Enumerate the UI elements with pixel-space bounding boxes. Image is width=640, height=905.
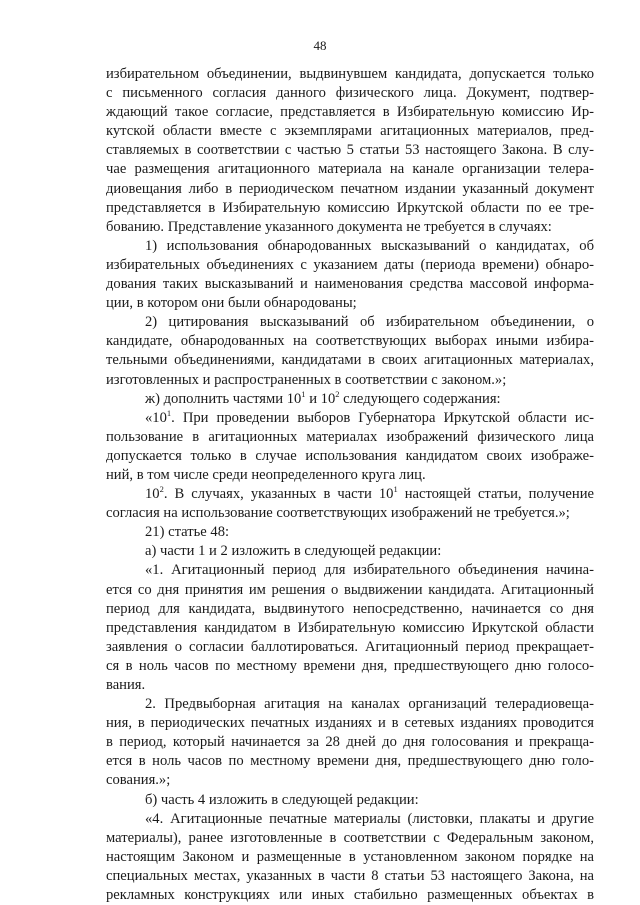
text-line: представляется в Избирательную комиссию Иркутской области по ее тре-: [106, 199, 594, 216]
text-line: ся в ноль часов по местному времени дня, предшествующего дню голосо-: [106, 657, 594, 674]
text-line: ждающий такое согласие, представляется в Избирательную комиссию Ир-: [106, 104, 594, 121]
text-line: пользование в агитационных материалах изображений физического лица: [106, 428, 594, 445]
text-line: настоящим Законом и размещенные в установленном законом порядке на: [106, 848, 594, 865]
text-line: б) часть 4 изложить в следующей редакции:: [145, 791, 419, 808]
text-line: 21) статье 48:: [145, 524, 230, 541]
text-line: ции, в котором они были обнародованы;: [106, 295, 357, 312]
text-line: 2. Предвыборная агитация на каналах организаций телерадиовеща-: [145, 696, 594, 713]
page-number: 48: [313, 38, 327, 53]
text-line: 1) использования обнародованных высказываний о кандидатах, об: [145, 237, 594, 254]
text-line: чае размещения агитационного материала на канале организации телера-: [106, 161, 594, 178]
text-line: а) части 1 и 2 изложить в следующей редакции:: [145, 543, 442, 560]
text-line: материалы), ранее изготовленные в соответствии с Федеральным законом,: [106, 829, 594, 846]
text-line: ется со дня принятия им решения о выдвижении кандидата. Агитационный: [106, 581, 594, 598]
text-line: в период, который начинается за 28 дней до дня голосования и прекраща-: [106, 734, 594, 751]
text-line: избирательном объединении, выдвинувшем кандидата, допускается только: [106, 66, 594, 82]
text-line: допускается только в случае использования кандидатом своих изображе-: [106, 447, 594, 464]
text-line: согласия на использование соответствующих изображений не требуется.»;: [106, 505, 570, 522]
text-line: рекламных конструкциях или иных стабильно размещенных объектах в: [106, 887, 594, 904]
text-line: ется в ноль часов по местному времени дня, предшествующего дню голо-: [106, 753, 594, 770]
text-line: период для кандидата, выдвинутого непосредственно, начинается со дня: [106, 600, 594, 617]
text-line: 2) цитирования высказываний об избирательном объединении, о: [145, 314, 594, 331]
text-line: «1. Агитационный период для избирательного объединения начина-: [145, 562, 594, 579]
text-line: «4. Агитационные печатные материалы (листовки, плакаты и другие: [145, 810, 594, 827]
document-body: [106, 65, 594, 905]
text-line: тельными объединениями, кандидатами в своих агитационных материалах,: [106, 352, 594, 369]
text-line: ний, в том числе среди неопределенного круга лиц.: [106, 466, 426, 483]
text-line: кандидате, обнародованных на соответствующих выборах иными избира-: [106, 333, 594, 350]
text-line: избирательных объединениях с указанием даты (периода времени) обнаро-: [106, 256, 594, 273]
text-line: заявления о согласии баллотироваться. Агитационный период прекращает-: [106, 638, 594, 655]
text-line: кутской области вместе с экземплярами агитационных материалов, пред-: [106, 123, 594, 140]
text-line: бованию. Представление указанного документа не требуется в случаях:: [106, 218, 552, 235]
text-line: диовещания либо в периодическом печатном издании указанный документ: [106, 180, 594, 197]
text-line: вания.: [106, 677, 146, 693]
text-line: ставляемых в соответствии с частью 5 статьи 53 настоящего Закона. В слу-: [106, 142, 594, 159]
text-line: специальных местах, указанных в части 8 статьи 53 настоящего Закона, на: [106, 867, 594, 884]
text-line: ния, в периодических печатных изданиях и в сетевых изданиях проводится: [106, 715, 594, 732]
text-line: $10^2$. В случаях, указанных в части $10^1$ настоящей статьи, получение: [145, 484, 594, 503]
text-line: сования.»;: [106, 772, 171, 789]
text-line: с письменного согласия данного физического лица. Документ, подтвер-: [106, 85, 594, 102]
text-line: ж) дополнить частями $10^1$ и $10^2$ следующего содержания:: [145, 388, 501, 407]
text-line: дования таких высказываний и наименования средства массовой информа-: [106, 276, 594, 293]
text-line: «$10^1$. При проведении выборов Губернатора Иркутской области ис-: [145, 407, 594, 426]
text-line: изготовленных и распространенных в соответствии с законом.»;: [106, 371, 507, 388]
text-line: представления кандидатом в Избирательную комиссию Иркутской области: [106, 619, 594, 636]
